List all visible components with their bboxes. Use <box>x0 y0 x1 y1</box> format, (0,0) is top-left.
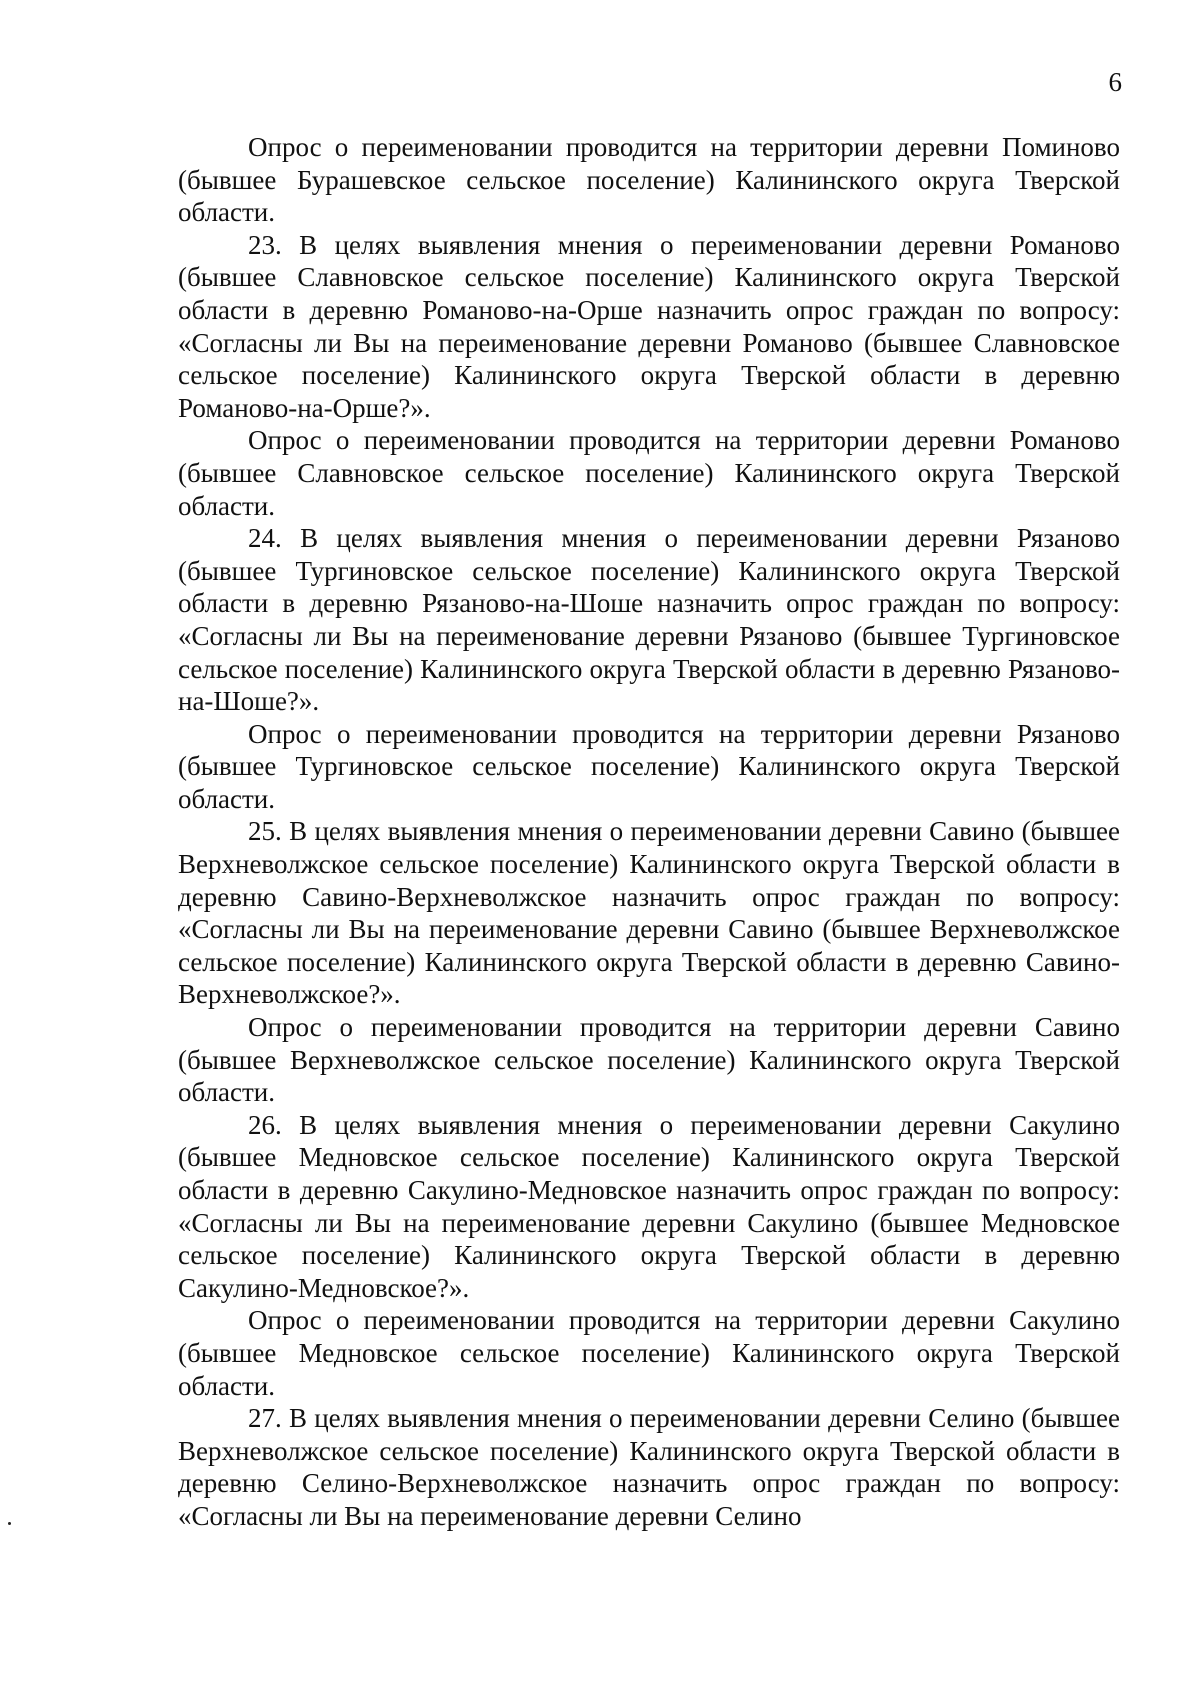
paragraph-survey-ryazanovo: Опрос о переименовании проводится на территории деревни Рязаново (бывшее Тургиновское сельское поселение) Калининского округа Тверской области. <box>178 718 1120 814</box>
paragraph-item-25: 25. В целях выявления мнения о переименовании деревни Савино (бывшее Верхневолжское сельское поселение) Калининского округа Тверской области в деревню Савино-Верхневолжское назначить опрос граждан по вопросу: «Согласны ли Вы на переименование деревни Савино (бывшее Верхневолжское сельское поселение) Калининского округа Тверской области в деревню Савино-Верхневолжское?». <box>178 816 1120 1010</box>
paragraph-item-24: 24. В целях выявления мнения о переименовании деревни Рязаново (бывшее Тургиновское сельское поселение) Калининского округа Тверской области в деревню Рязаново-на-Шоше назначить опрос граждан по вопросу: «Согласны ли Вы на переименование деревни Рязаново (бывшее Тургиновское сельское поселение) Калининского округа Тверской области в деревню Рязаново-на-Шоше?». <box>178 523 1120 717</box>
paragraph-survey-savino: Опрос о переименовании проводится на территории деревни Савино (бывшее Верхневолжское сельское поселение) Калининского округа Тверской области. <box>178 1012 1120 1108</box>
scan-speck <box>8 1522 11 1525</box>
paragraph-item-23: 23. В целях выявления мнения о переименовании деревни Романово (бывшее Славновское сельское поселение) Калининского округа Тверской области в деревню Романово-на-Орше назначить опрос граждан по вопросу: «Согласны ли Вы на переименование деревни Романово (бывшее Славновское сельское поселение) Калининского округа Тверской области в деревню Романово-на-Орше?». <box>178 229 1120 423</box>
paragraph-item-27: 27. В целях выявления мнения о переименовании деревни Селино (бывшее Верхневолжское сельское поселение) Калининского округа Тверской области в деревню Селино-Верхневолжское назначить опрос граждан по вопросу: «Согласны ли Вы на переименование деревни Селино <box>178 1403 1120 1531</box>
page-number: 6 <box>1108 67 1122 97</box>
paragraph-item-26: 26. В целях выявления мнения о переименовании деревни Сакулино (бывшее Медновское сельское поселение) Калининского округа Тверской области в деревню Сакулино-Медновское назначить опрос граждан по вопросу: «Согласны ли Вы на переименование деревни Сакулино (бывшее Медновское сельское поселение) Калининского округа Тверской области в деревню Сакулино-Медновское?». <box>178 1109 1120 1303</box>
paragraph-survey-sakulino: Опрос о переименовании проводится на территории деревни Сакулино (бывшее Медновское сельское поселение) Калининского округа Тверской области. <box>178 1305 1120 1401</box>
paragraph-survey-pominovo: Опрос о переименовании проводится на территории деревни Поминово (бывшее Бурашевское сельское поселение) Калининского округа Тверской области. <box>178 132 1120 228</box>
paragraph-survey-romanovo: Опрос о переименовании проводится на территории деревни Романово (бывшее Славновское сельское поселение) Калининского округа Тверской области. <box>178 425 1120 521</box>
document-body <box>178 131 1120 1533</box>
